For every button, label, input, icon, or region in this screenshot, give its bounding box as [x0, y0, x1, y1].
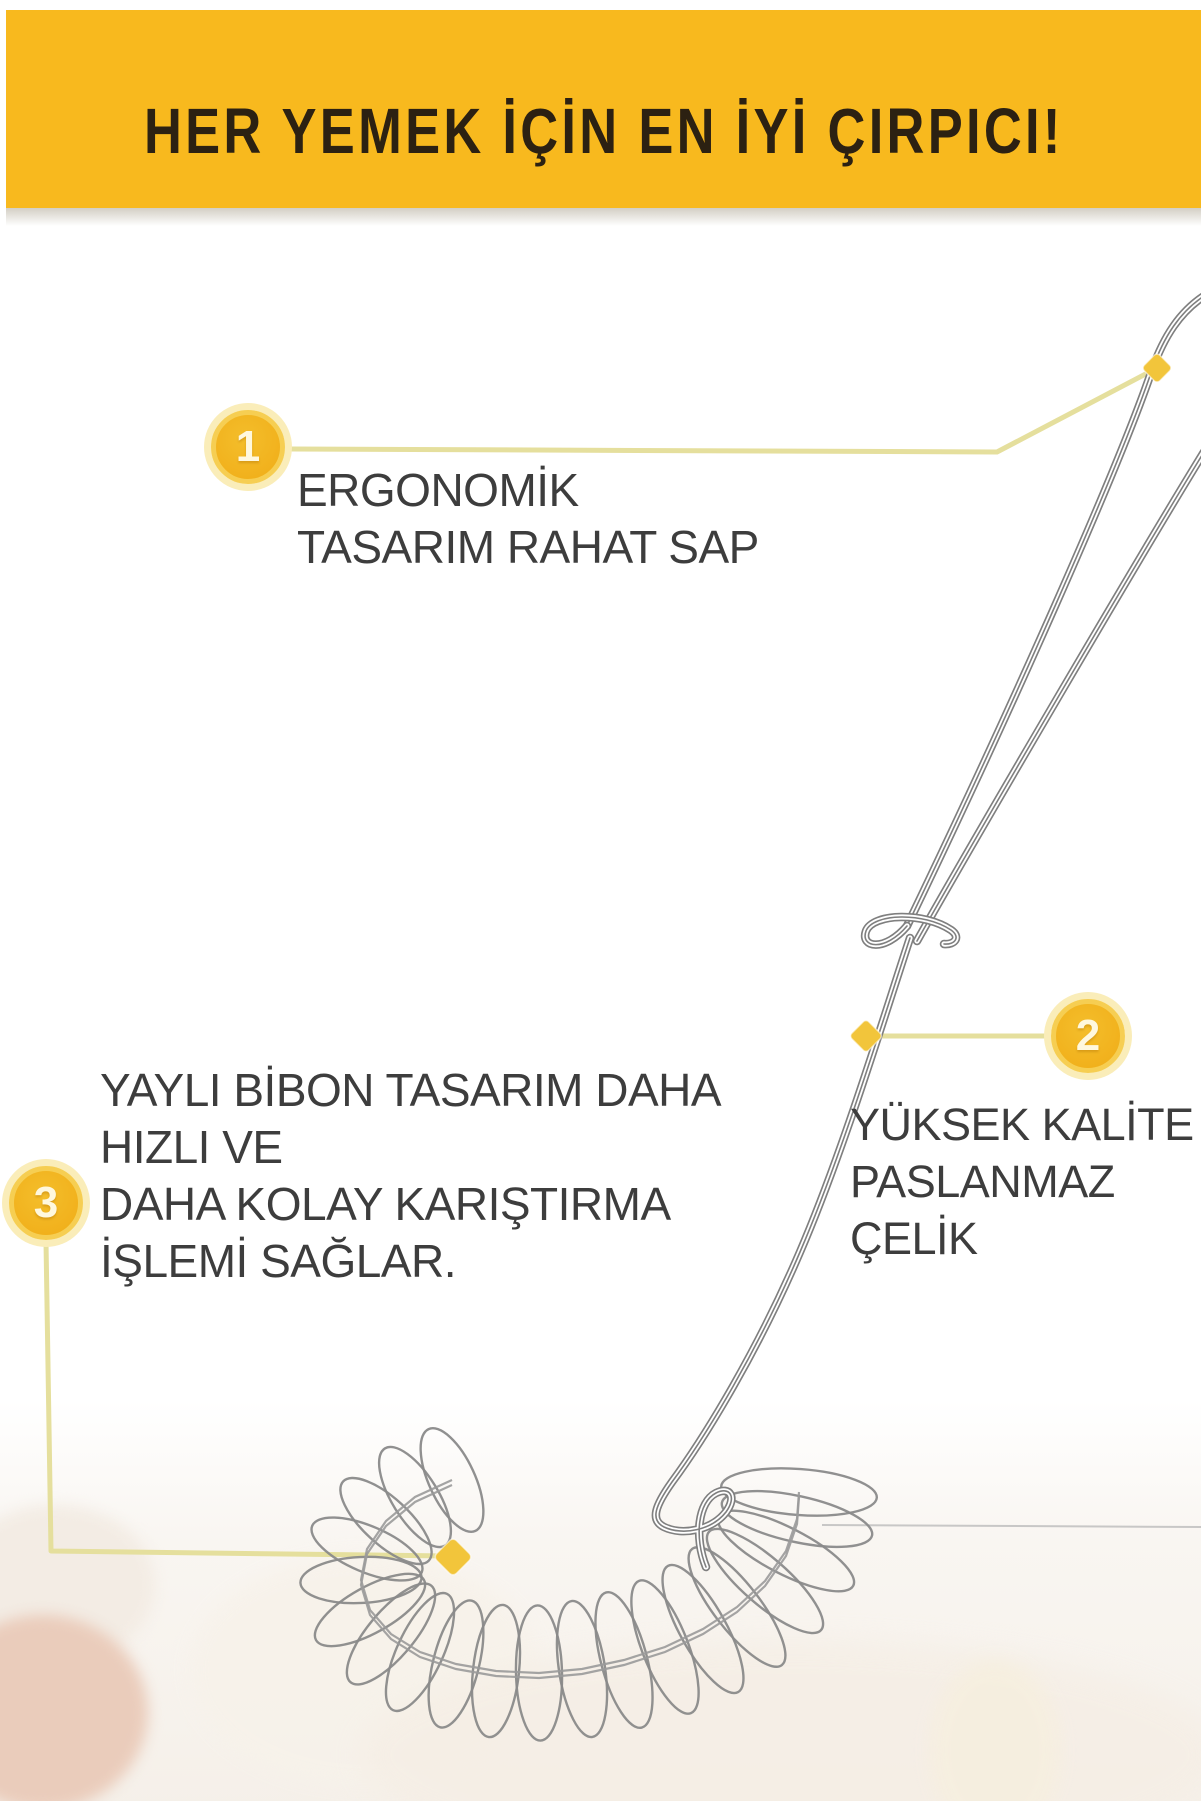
callout-label-line: YAYLI BİBON TASARIM DAHA: [100, 1064, 722, 1116]
callout-label-line: TASARIM RAHAT SAP: [297, 521, 759, 573]
callout-label-line: PASLANMAZ: [850, 1156, 1115, 1207]
marker-dot-3: [433, 1537, 473, 1577]
callout-badge-2: [1051, 999, 1125, 1073]
headline-title: HER YEMEK İÇİN EN İYİ ÇIRPICI!: [143, 95, 1064, 167]
callout-label-line: HIZLI VE: [100, 1121, 283, 1173]
callout-number-2: 2: [1075, 1011, 1101, 1060]
callout-badge-3: [9, 1166, 83, 1240]
leader-line-1: [292, 368, 1157, 452]
callout-badge-1: [211, 410, 285, 484]
callout-label-1: [297, 462, 759, 576]
background-table-edge-line: [822, 1525, 1201, 1527]
callout-label-line: İŞLEMİ SAĞLAR.: [100, 1235, 457, 1287]
callout-number-3: 3: [33, 1178, 59, 1227]
callout-label-line: DAHA KOLAY KARIŞTIRMA: [100, 1178, 671, 1230]
callout-label-2: [850, 1096, 1194, 1267]
callout-number-1: 1: [235, 422, 261, 471]
callout-label-line: ERGONOMİK: [297, 464, 579, 516]
callout-label-3: [100, 1062, 721, 1290]
callout-label-line: YÜKSEK KALİTE: [850, 1099, 1194, 1150]
callout-label-line: ÇELİK: [850, 1213, 978, 1264]
whisk-spring-coil: [299, 1420, 878, 1742]
